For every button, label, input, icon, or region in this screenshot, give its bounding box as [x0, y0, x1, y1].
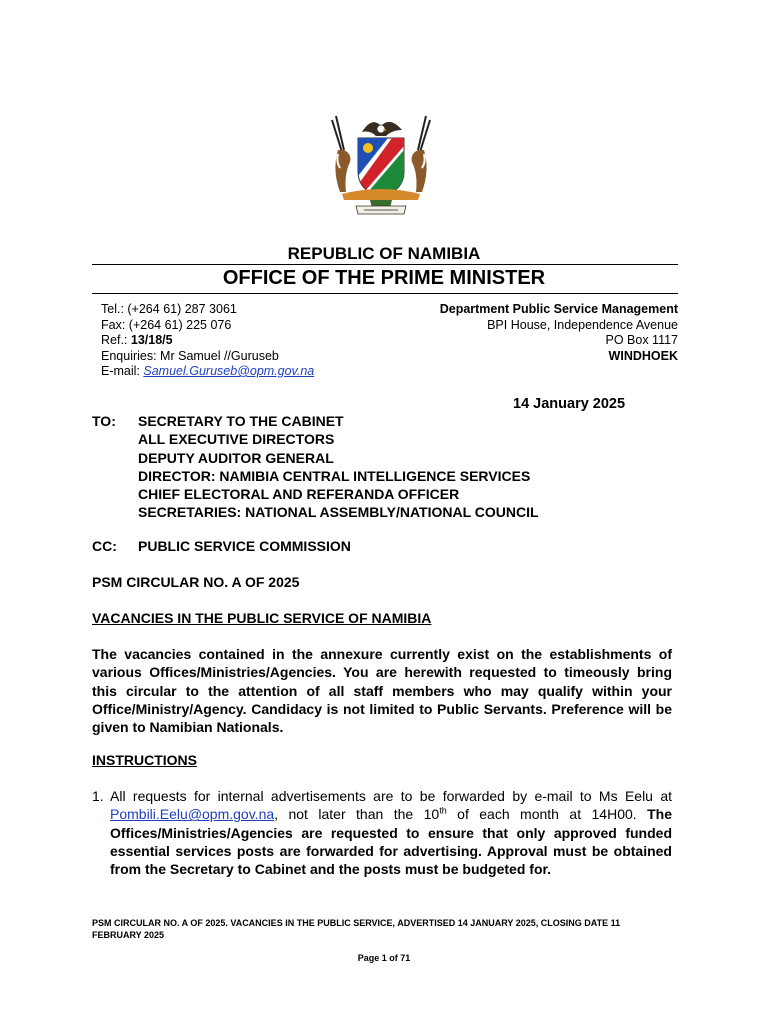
footer-note: PSM CIRCULAR NO. A OF 2025. VACANCIES IN THE PUBLIC SERVICE, ADVERTISED 14 JANUARY 2025, CLOSING DATE 11 FEBRUARY 2025 [92, 918, 621, 940]
item-body [110, 787, 672, 878]
recipient-list [138, 412, 539, 522]
contact-block [101, 302, 314, 380]
enquiries: Enquiries: Mr Samuel //Guruseb [101, 348, 279, 363]
office-heading: OFFICE OF THE PRIME MINISTER [222, 267, 546, 289]
page-number: Page 1 of 71 [357, 953, 411, 963]
reference-label: Ref.: [101, 333, 131, 347]
email-label: E-mail: [101, 364, 144, 378]
letter-date: 14 January 2025 [513, 396, 626, 412]
reference-value: 13/18/5 [130, 333, 173, 347]
fax: Fax: (+264 61) 225 076 [101, 317, 232, 332]
subject-heading: VACANCIES IN THE PUBLIC SERVICE OF NAMIBIA [92, 610, 432, 626]
item-text-a: All requests for internal advertisements are to be forwarded by e-mail to Ms Eelu at [110, 788, 672, 804]
republic-heading: REPUBLIC OF NAMIBIA [287, 244, 481, 263]
recipient: CHIEF ELECTORAL AND REFERANDA OFFICER [138, 486, 460, 503]
reference [101, 333, 314, 349]
telephone: Tel.: (+264 61) 287 3061 [101, 302, 237, 316]
recipient: DIRECTOR: NAMIBIA CENTRAL INTELLIGENCE SERVICES [138, 467, 531, 484]
instruction-item [92, 787, 672, 878]
item-text-c: of each month at 14H00. [446, 806, 648, 823]
header-rule-top [92, 264, 678, 265]
building: BPI House, Independence Avenue [487, 317, 678, 332]
ordinal-suffix: th [439, 805, 447, 816]
po-box: PO Box 1117 [605, 333, 678, 347]
instructions-heading: INSTRUCTIONS [92, 752, 197, 768]
department-name: Department Public Service Management [439, 302, 678, 316]
city: WINDHOEK [608, 348, 678, 363]
cc-line [92, 538, 351, 554]
item-number: 1. [92, 788, 104, 804]
email-line [101, 364, 314, 380]
email-link[interactable]: Samuel.Guruseb@opm.gov.na [143, 364, 315, 378]
header-rule-bottom [92, 293, 678, 294]
item-text-b: , not later than the 10 [274, 806, 440, 823]
contact-email-link[interactable]: Pombili.Eelu@opm.gov.na [110, 806, 275, 823]
cc-value: PUBLIC SERVICE COMMISSION [138, 538, 351, 554]
intro-paragraph: The vacancies contained in the annexure currently exist on the establishments of various Offices/Ministries/Agencies. You are herewith requested to timeously bring this circular to the attention of all staff members who may qualify within your Office/Ministry/Agency. Candidacy is not limited to Public Servants. Preference will be given to Namibian Nationals. [92, 646, 672, 736]
recipient: DEPUTY AUDITOR GENERAL [138, 449, 334, 466]
to-label: TO: [92, 413, 116, 429]
namibia-coat-of-arms-icon [322, 110, 440, 218]
recipient: SECRETARY TO THE CABINET [138, 413, 344, 429]
item-bold-text: The Offices/Ministries/Agencies are requested to ensure that only approved funded essential services posts are forwarded for advertising. Approval must be obtained from the Secretary to Cabinet and the posts must be budgeted for. [110, 806, 672, 878]
cc-label: CC: [92, 538, 117, 554]
recipient: SECRETARIES: NATIONAL ASSEMBLY/NATIONAL COUNCIL [138, 504, 539, 521]
recipient: ALL EXECUTIVE DIRECTORS [138, 431, 335, 448]
circular-number: PSM CIRCULAR NO. A OF 2025 [92, 574, 300, 590]
address-block [440, 302, 678, 364]
